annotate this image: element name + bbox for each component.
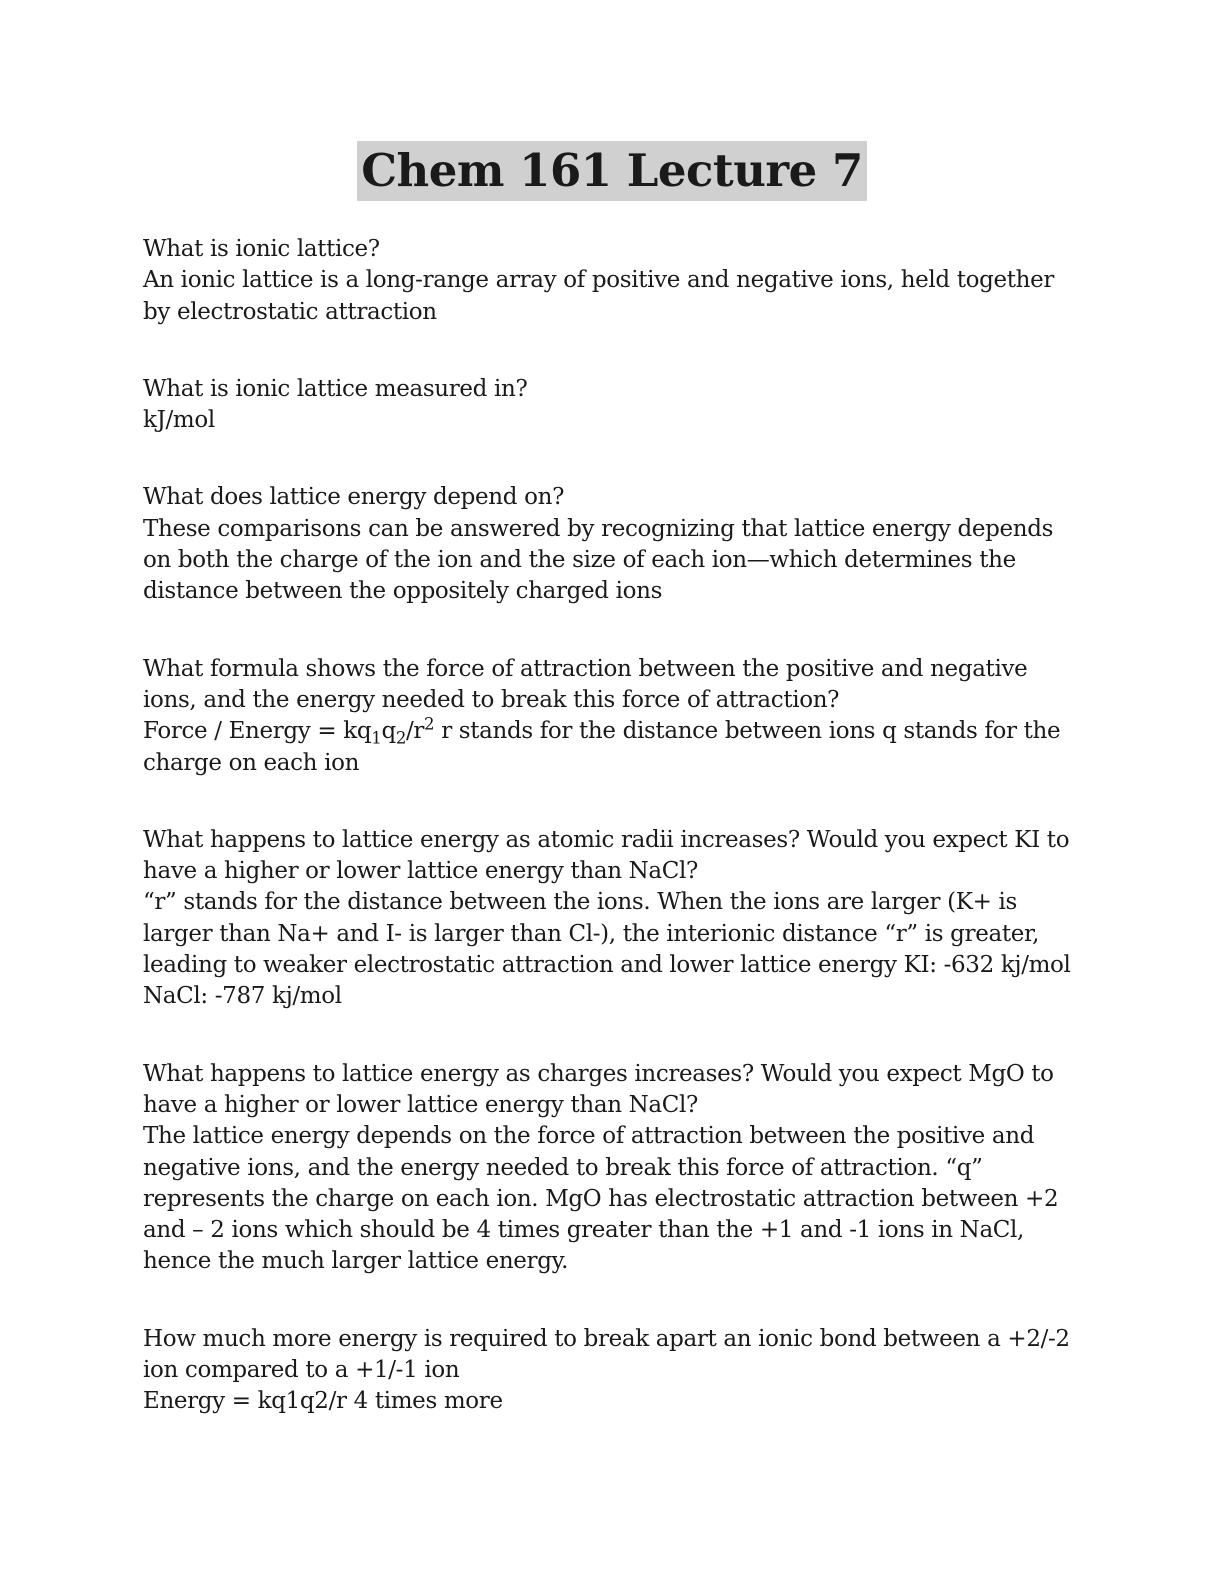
question-text: What does lattice energy depend on? xyxy=(143,484,565,511)
page-title: Chem 161 Lecture 7 xyxy=(357,141,867,201)
qa-block-3 xyxy=(143,482,1073,607)
question-text: What happens to lattice energy as atomic radii increases? Would you expect KI to have a higher or lower lattice energy than NaCl? xyxy=(143,826,1070,885)
qa-block-7 xyxy=(143,1324,1073,1418)
answer-text: The lattice energy depends on the force of attraction between the positive and negative ions, and the energy needed to break this force of attraction. “q” represents the charge on each ion. MgO has electrostatic attraction between +2 and – 2 ions which should be 4 times greater than the +1 and -1 ions in NaCl, hence the much larger lattice energy. xyxy=(143,1123,1059,1275)
formula-subscript-2: 2 xyxy=(395,728,406,748)
qa-block-5 xyxy=(143,825,1073,1013)
answer-text: An ionic lattice is a long-range array of positive and negative ions, held together by electrostatic attraction xyxy=(143,267,1055,325)
qa-block-6 xyxy=(143,1059,1073,1278)
answer-text: These comparisons can be answered by recognizing that lattice energy depends on both the charge of the ion and the size of each ion—which determines the distance between the oppositely charged ions xyxy=(143,515,1054,605)
formula-mid-2: /r xyxy=(406,718,425,745)
qa-block-1 xyxy=(143,234,1073,328)
formula-subscript-1: 1 xyxy=(371,728,382,748)
question-text: What is ionic lattice measured in? xyxy=(143,375,528,402)
qa-block-2 xyxy=(143,374,1073,437)
question-text: How much more energy is required to break apart an ionic bond between a +2/-2 ion compared to a +1/-1 ion xyxy=(143,1325,1070,1384)
formula-superscript: 2 xyxy=(424,714,435,734)
question-text: What is ionic lattice? xyxy=(143,236,380,262)
qa-block-4 xyxy=(143,654,1073,779)
qa-content xyxy=(143,234,1073,1464)
formula-mid: q xyxy=(381,718,396,745)
answer-text: Energy = kq1q2/r 4 times more xyxy=(143,1388,503,1415)
question-text: What happens to lattice energy as charges increases? Would you expect MgO to have a higher or lower lattice energy than NaCl? xyxy=(143,1060,1054,1118)
question-text: What formula shows the force of attraction between the positive and negative ions, and the energy needed to break this force of attraction? xyxy=(143,655,1028,713)
title-container xyxy=(0,141,1224,201)
answer-text: “r” stands for the distance between the ions. When the ions are larger (K+ is larger than Na+ and I- is larger than Cl-), the interionic distance “r” is greater, leading to weaker electrostatic attraction and lower lattice energy KI: -632 kj/mol NaCl: -787 kj/mol xyxy=(143,889,1071,1010)
formula-prefix: Force / Energy = kq xyxy=(143,718,372,745)
answer-text xyxy=(143,716,1073,779)
formula-suffix: r stands for the distance between ions q stands for the charge on each ion xyxy=(143,718,1061,776)
answer-text: kJ/mol xyxy=(143,407,215,434)
